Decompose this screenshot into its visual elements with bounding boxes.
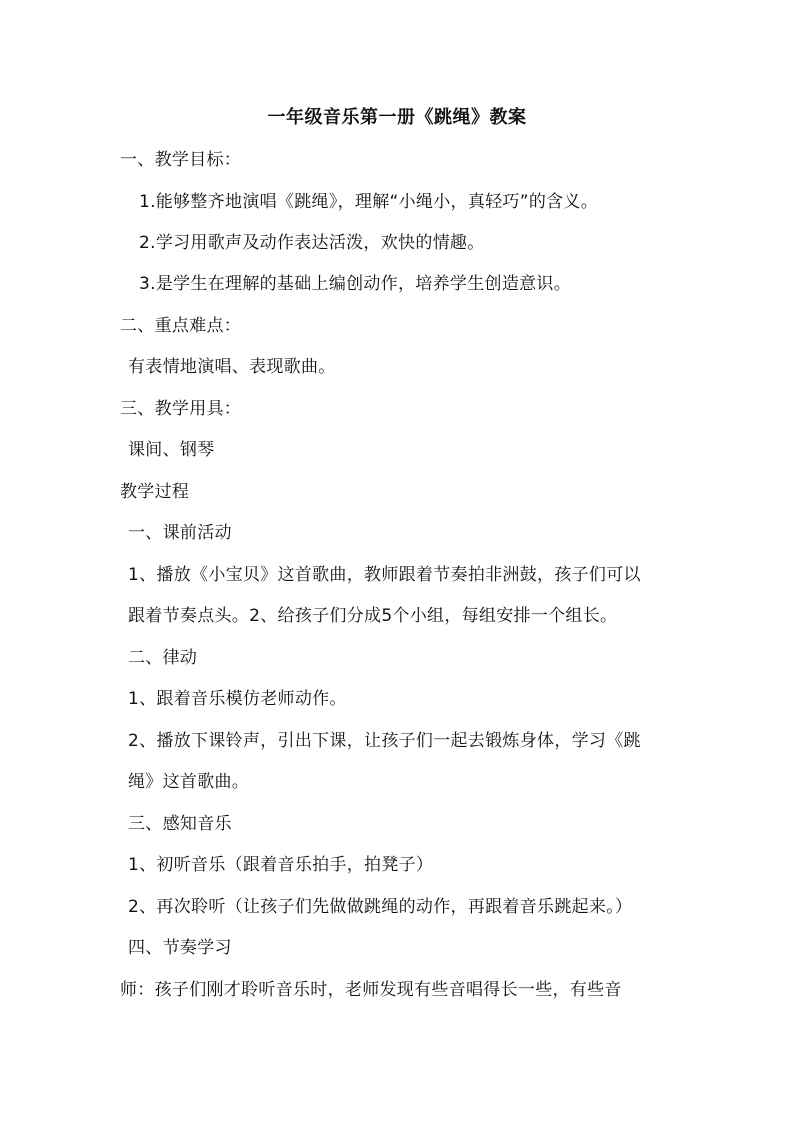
process-heading-rhythm-study: 四、节奏学习 [128,938,232,958]
process-heading-rhythm-movement: 二、律动 [128,648,198,668]
section-heading-key-points: 二、重点难点： [120,316,242,336]
section-heading-objectives: 一、教学目标： [120,150,242,170]
paragraph-line: 2、播放下课铃声，引出下课，让孩子们一起去锻炼身体，学习《跳 [128,731,641,751]
paragraph-line: 跟着节奏点头。2、给孩子们分成5个小组，每组安排一个组长。 [128,606,618,626]
paragraph-line: 2、再次聆听（让孩子们先做做跳绳的动作，再跟着音乐跳起来。） [128,897,633,917]
process-heading-warmup: 一、课前活动 [128,523,232,543]
section-heading-process: 教学过程 [120,482,190,502]
page-title: 一年级音乐第一册《跳绳》教案 [267,107,527,128]
process-heading-perceive-music: 三、感知音乐 [128,814,232,834]
tools-text: 课间、钢琴 [128,440,215,460]
section-heading-tools: 三、教学用具： [120,399,242,419]
paragraph-line: 1、播放《小宝贝》这首歌曲，教师跟着节奏拍非洲鼓，孩子们可以 [128,565,641,585]
paragraph-line: 师：孩子们刚才聆听音乐时，老师发现有些音唱得长一些，有些音 [120,980,622,1000]
paragraph-line: 绳》这首歌曲。 [128,772,250,792]
objective-item-3: 3.是学生在理解的基础上编创动作，培养学生创造意识。 [139,274,572,294]
objective-item-2: 2.学习用歌声及动作表达活泼，欢快的情趣。 [139,233,485,253]
paragraph-line: 1、初听音乐（跟着音乐拍手，拍凳子） [128,855,434,875]
objective-item-1: 1.能够整齐地演唱《跳绳》，理解“小绳小，真轻巧”的含义。 [139,192,599,212]
paragraph-line: 1、跟着音乐模仿老师动作。 [128,689,347,709]
key-points-text: 有表情地演唱、表现歌曲。 [128,357,336,377]
